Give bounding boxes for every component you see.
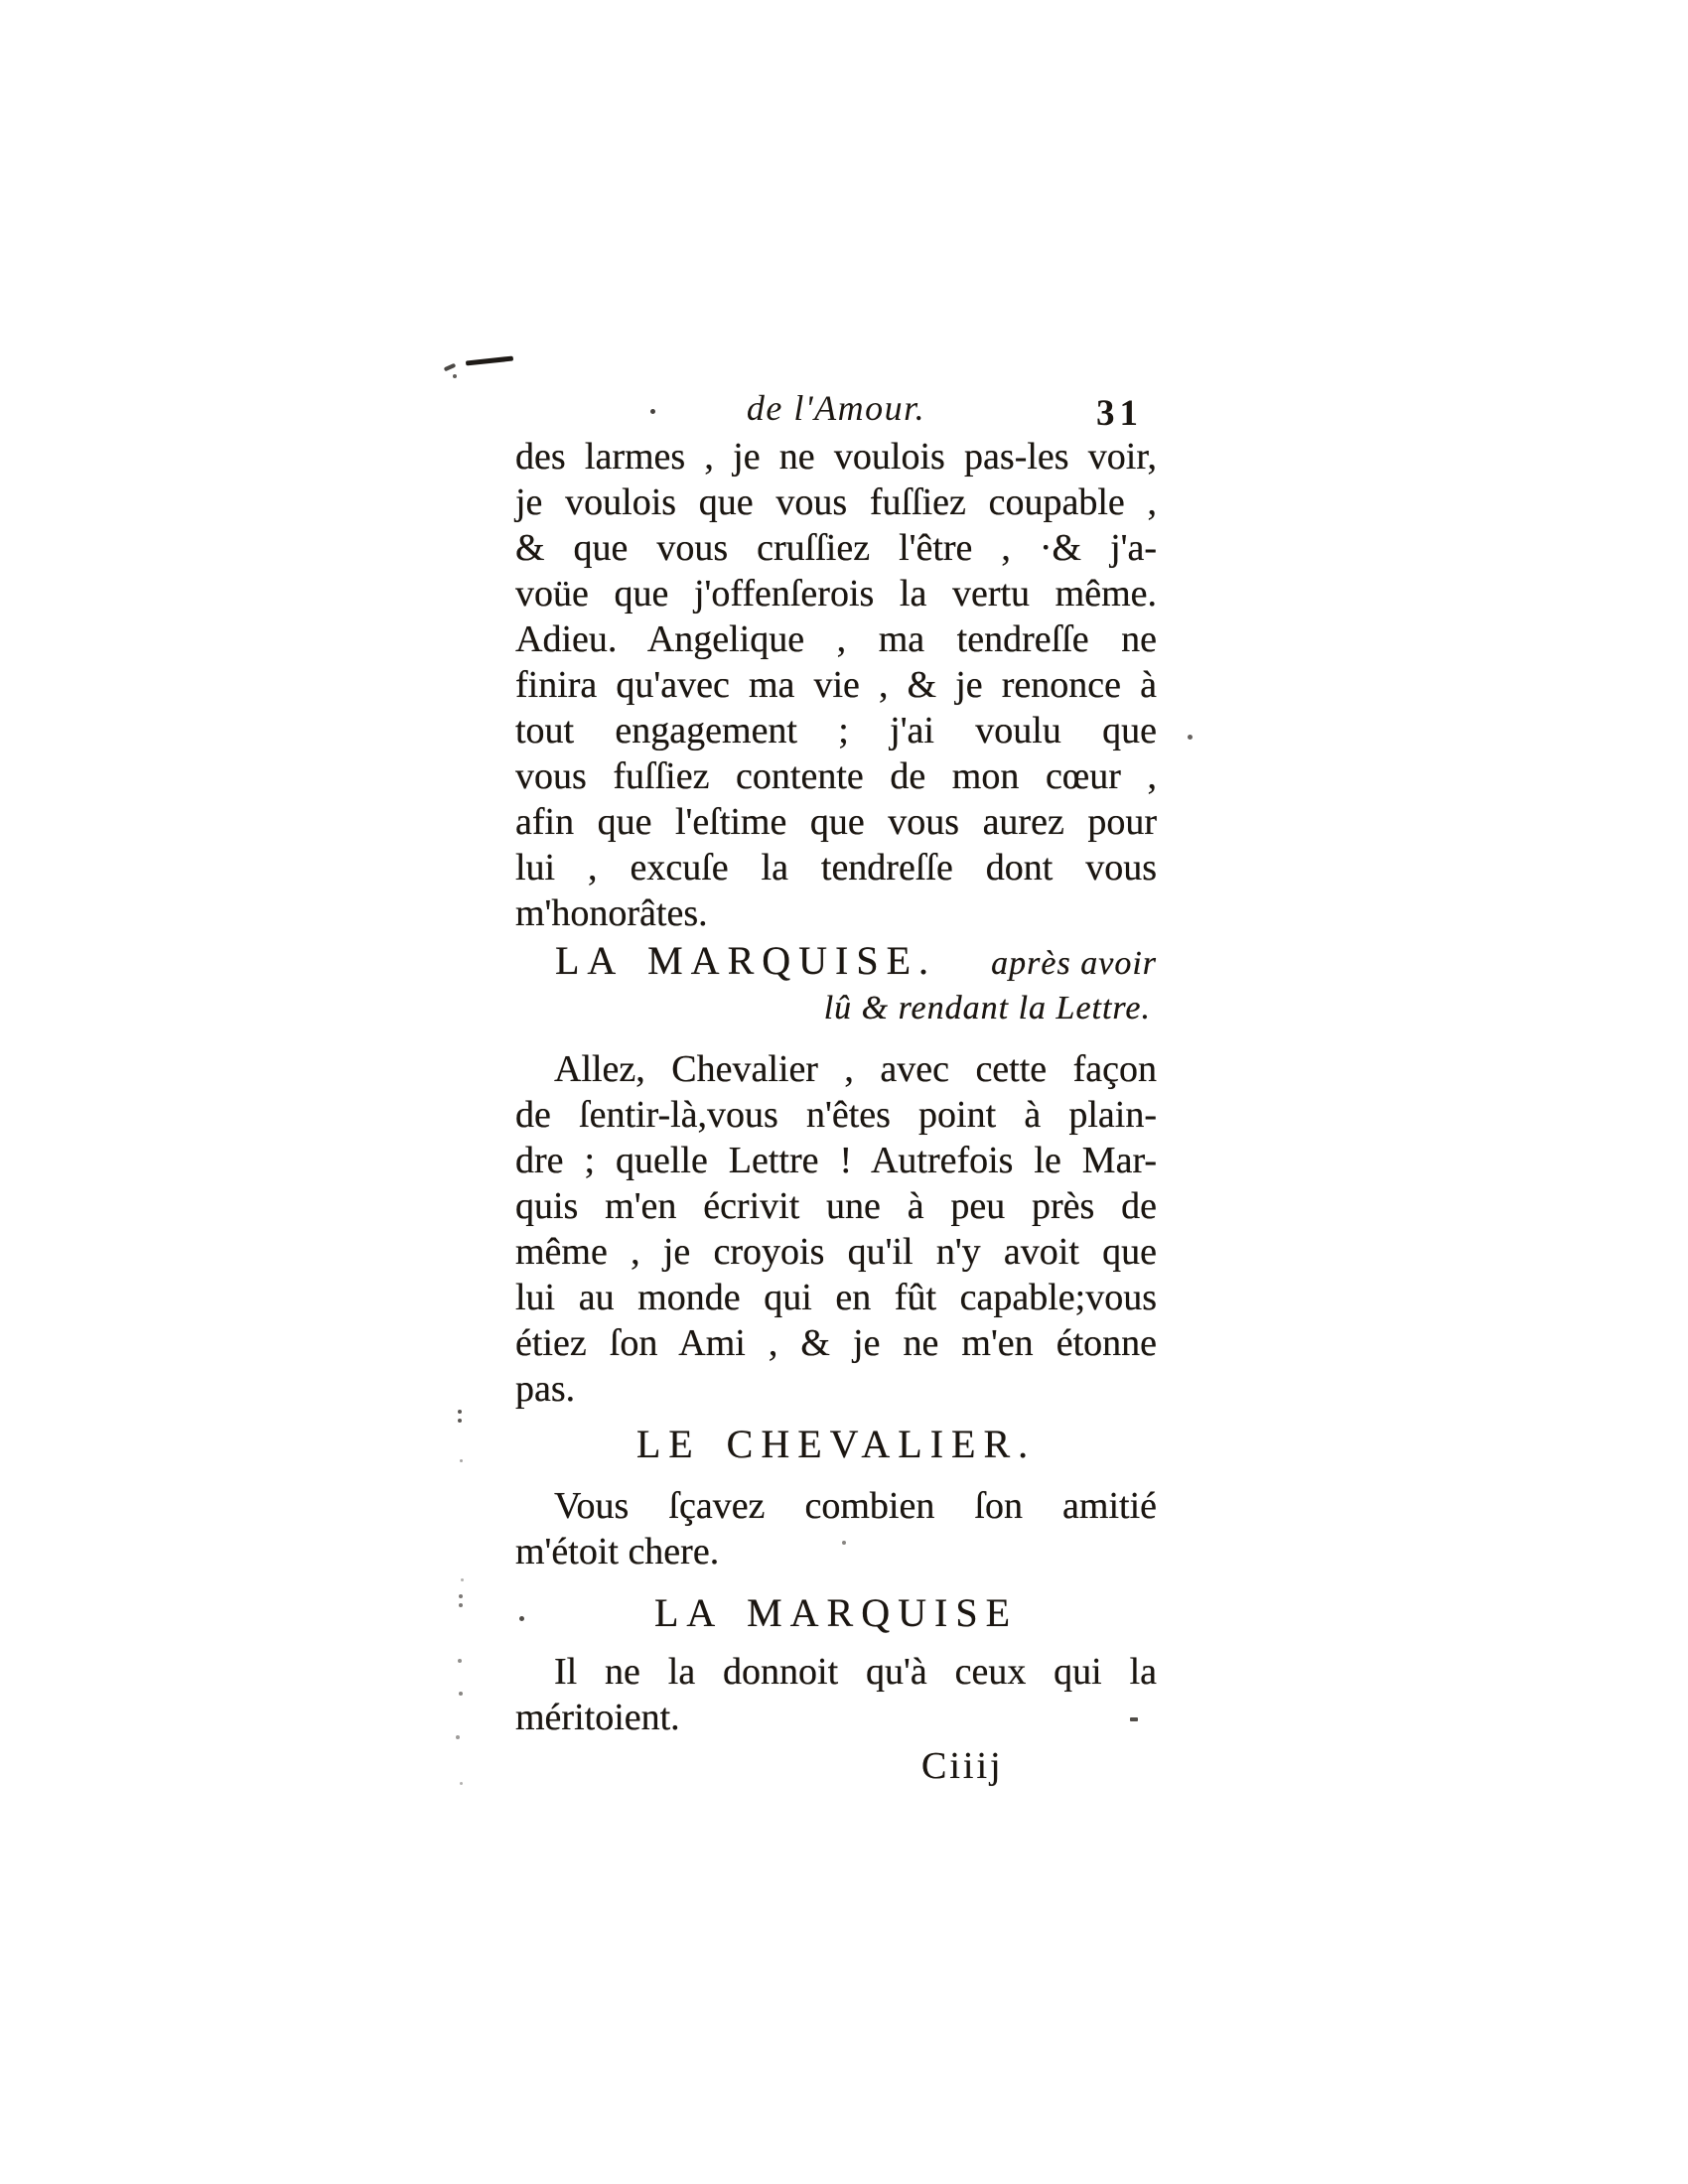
margin-speck bbox=[456, 1735, 460, 1739]
ink-smudge bbox=[442, 352, 521, 382]
text-line: pas. bbox=[515, 1368, 576, 1410]
text-line: même , je croyois qu'il n'y avoit que bbox=[515, 1231, 1157, 1273]
text-line: étiez ſon Ami , & je ne m'en étonne bbox=[515, 1322, 1157, 1364]
text-line: méritoient. bbox=[515, 1697, 680, 1738]
text-line: Il ne la donnoit qu'à ceux qui la bbox=[554, 1651, 1157, 1693]
text-line: voüe que j'offenſerois la vertu même. bbox=[515, 573, 1157, 614]
text-line: lui , excuſe la tendreſſe dont vous bbox=[515, 847, 1157, 888]
text-line: Allez, Chevalier , avec cette façon bbox=[554, 1048, 1157, 1090]
text-line: de ſentir-là,vous n'êtes point à plain- bbox=[515, 1094, 1157, 1136]
stage-direction-inline: après avoir bbox=[991, 945, 1157, 982]
running-header bbox=[515, 387, 1157, 434]
running-header-title: de l'Amour. bbox=[746, 388, 926, 428]
speaker-name: LA MARQUISE. bbox=[555, 938, 937, 983]
stage-direction-line2: lû & rendant la Lettre. bbox=[823, 990, 1151, 1026]
speech-paragraph-chevalier bbox=[515, 1483, 1157, 1574]
text-line: vous fuſſiez contente de mon cœur , bbox=[515, 755, 1157, 797]
margin-speck bbox=[460, 1459, 463, 1462]
text-line: Adieu. Angelique , ma tendreſſe ne bbox=[515, 618, 1157, 660]
signature-mark: Ciiij bbox=[921, 1745, 1004, 1787]
text-line: afin que l'eſtime que vous aurez pour bbox=[515, 801, 1157, 843]
speaker-heading-marquise-2: LA MARQUISE bbox=[653, 1590, 1019, 1635]
text-line: des larmes , je ne voulois pas-les voir, bbox=[515, 436, 1157, 478]
letter-paragraph bbox=[515, 434, 1157, 936]
speaker-heading-marquise-1 bbox=[515, 938, 1157, 986]
margin-speck bbox=[458, 1659, 462, 1663]
speaker-heading-chevalier: LE CHEVALIER. bbox=[635, 1422, 1037, 1466]
text-line: Vous ſçavez combien ſon amitié bbox=[554, 1485, 1157, 1527]
margin-speck bbox=[461, 1578, 464, 1581]
speech-paragraph-marquise-2 bbox=[515, 1649, 1157, 1740]
margin-speck bbox=[459, 1692, 463, 1696]
text-line: & que vous cruſſiez l'être , ·& j'a- bbox=[515, 527, 1157, 569]
text-line: m'honorâtes. bbox=[515, 892, 708, 934]
page-number: 31 bbox=[1096, 393, 1143, 434]
speech-paragraph-marquise-1 bbox=[515, 1046, 1157, 1412]
margin-speck bbox=[458, 1410, 462, 1414]
margin-speck bbox=[1188, 735, 1193, 740]
text-line: je voulois que vous fuſſiez coupable , bbox=[515, 481, 1157, 523]
text-line: m'étoit chere. bbox=[515, 1531, 720, 1572]
text-line: tout engagement ; j'ai voulu que bbox=[515, 710, 1157, 751]
text-line: quis m'en écrivit une à peu près de bbox=[515, 1185, 1157, 1227]
text-line: finira qu'avec ma vie , & je renonce à bbox=[515, 664, 1157, 706]
text-block bbox=[515, 387, 1157, 1789]
text-line: dre ; quelle Lettre ! Autrefois le Mar- bbox=[515, 1140, 1157, 1181]
text-line: lui au monde qui en fût capable;vous bbox=[515, 1277, 1157, 1318]
margin-speck bbox=[459, 1594, 463, 1598]
margin-speck bbox=[460, 1782, 463, 1785]
